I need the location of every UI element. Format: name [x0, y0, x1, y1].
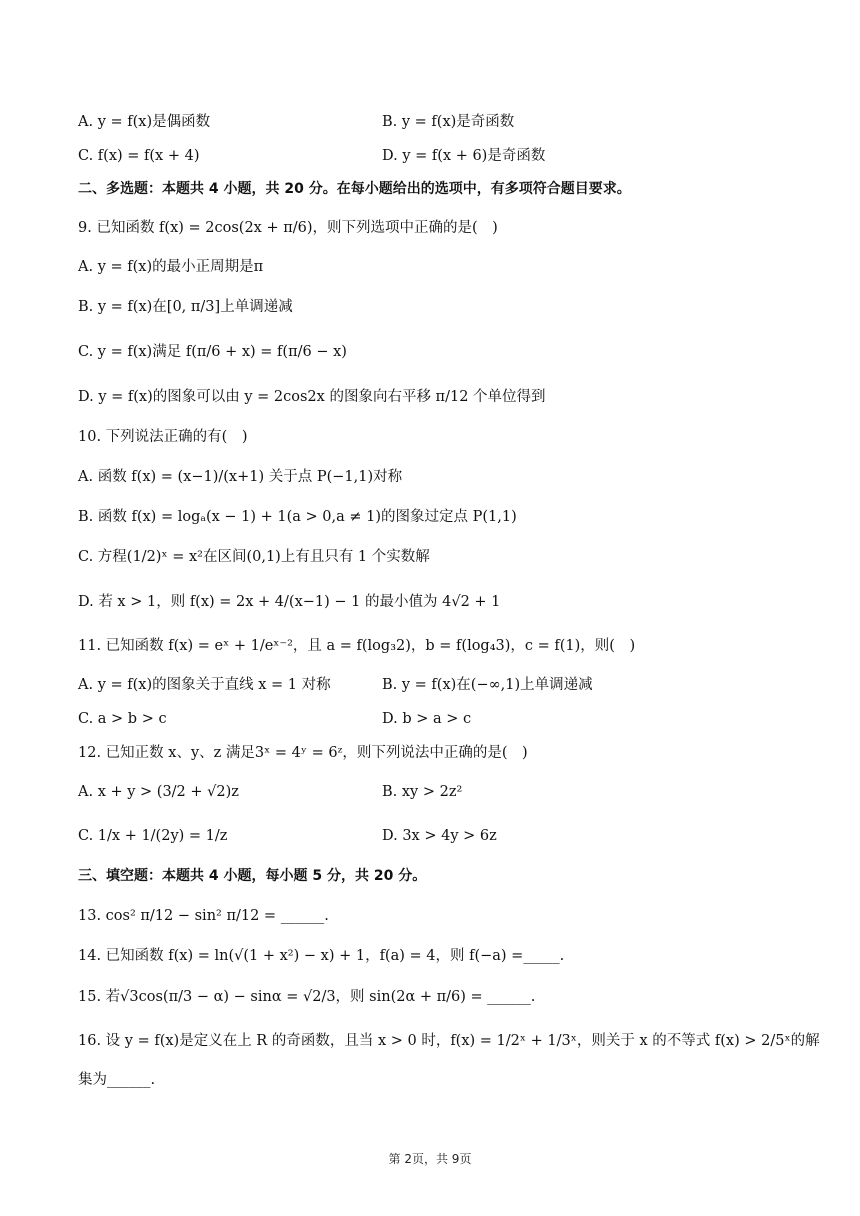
q9-d: D. y = f(x)的图象可以由 y = 2cos2x 的图象向右平移 π/12 个单位得到	[78, 389, 546, 405]
q15: 15. 若√3cos(π/3 − α) − sinα = √2/3，则 sin(2α + π/6) = ______.	[78, 989, 536, 1005]
sec2: 二、多选题：本题共 4 小题，共 20 分。在每小题给出的选项中，有多项符合题目要求。	[78, 181, 631, 197]
q11-d: D. b > a > c	[382, 711, 472, 727]
q9-b: B. y = f(x)在[0, π/3]上单调递减	[78, 299, 293, 315]
q8-d: D. y = f(x + 6)是奇函数	[382, 148, 546, 164]
q10-b: B. 函数 f(x) = logₐ(x − 1) + 1(a > 0,a ≠ 1)的图象过定点 P(1,1)	[78, 509, 517, 525]
q9: 9. 已知函数 f(x) = 2cos(2x + π/6)，则下列选项中正确的是( )	[78, 220, 498, 236]
sec3: 三、填空题：本题共 4 小题，每小题 5 分，共 20 分。	[78, 868, 427, 884]
q12-c: C. 1/x + 1/(2y) = 1/z	[78, 828, 228, 844]
q12-d: D. 3x > 4y > 6z	[382, 828, 497, 844]
q10-d: D. 若 x > 1，则 f(x) = 2x + 4/(x−1) − 1 的最小值为 4√2 + 1	[78, 594, 501, 610]
q11-c: C. a > b > c	[78, 711, 167, 727]
q12: 12. 已知正数 x、y、z 满足3ˣ = 4ʸ = 6ᶻ，则下列说法中正确的是( )	[78, 745, 528, 761]
q14: 14. 已知函数 f(x) = ln(√(1 + x²) − x) + 1，f(a) = 4，则 f(−a) =_____.	[78, 948, 565, 964]
q11-a: A. y = f(x)的图象关于直线 x = 1 对称	[78, 677, 331, 693]
q11-b: B. y = f(x)在(−∞,1)上单调递减	[382, 677, 593, 693]
q11: 11. 已知函数 f(x) = eˣ + 1/eˣ⁻²，且 a = f(log₃2)，b = f(log₄3)，c = f(1)，则( )	[78, 638, 636, 654]
q16-cont: 集为______.	[78, 1072, 156, 1088]
q10: 10. 下列说法正确的有( )	[78, 429, 248, 445]
q16: 16. 设 y = f(x)是定义在上 R 的奇函数，且当 x > 0 时，f(x) = 1/2ˣ + 1/3ˣ，则关于 x 的不等式 f(x) > 2/5ˣ的解	[78, 1033, 820, 1049]
q10-c: C. 方程(1/2)ˣ = x²在区间(0,1)上有且只有 1 个实数解	[78, 549, 430, 565]
q12-a: A. x + y > (3/2 + √2)z	[78, 784, 239, 800]
q9-c: C. y = f(x)满足 f(π/6 + x) = f(π/6 − x)	[78, 344, 347, 360]
page-footer: 第 2页，共 9页	[388, 1152, 472, 1166]
q12-b: B. xy > 2z²	[382, 784, 463, 800]
q10-a: A. 函数 f(x) = (x−1)/(x+1) 关于点 P(−1,1)对称	[78, 469, 403, 485]
q9-a: A. y = f(x)的最小正周期是π	[78, 259, 264, 275]
q8-a: A. y = f(x)是偶函数	[78, 114, 211, 130]
q8-b: B. y = f(x)是奇函数	[382, 114, 515, 130]
q8-c: C. f(x) = f(x + 4)	[78, 148, 200, 164]
q13: 13. cos² π/12 − sin² π/12 = ______.	[78, 908, 329, 924]
